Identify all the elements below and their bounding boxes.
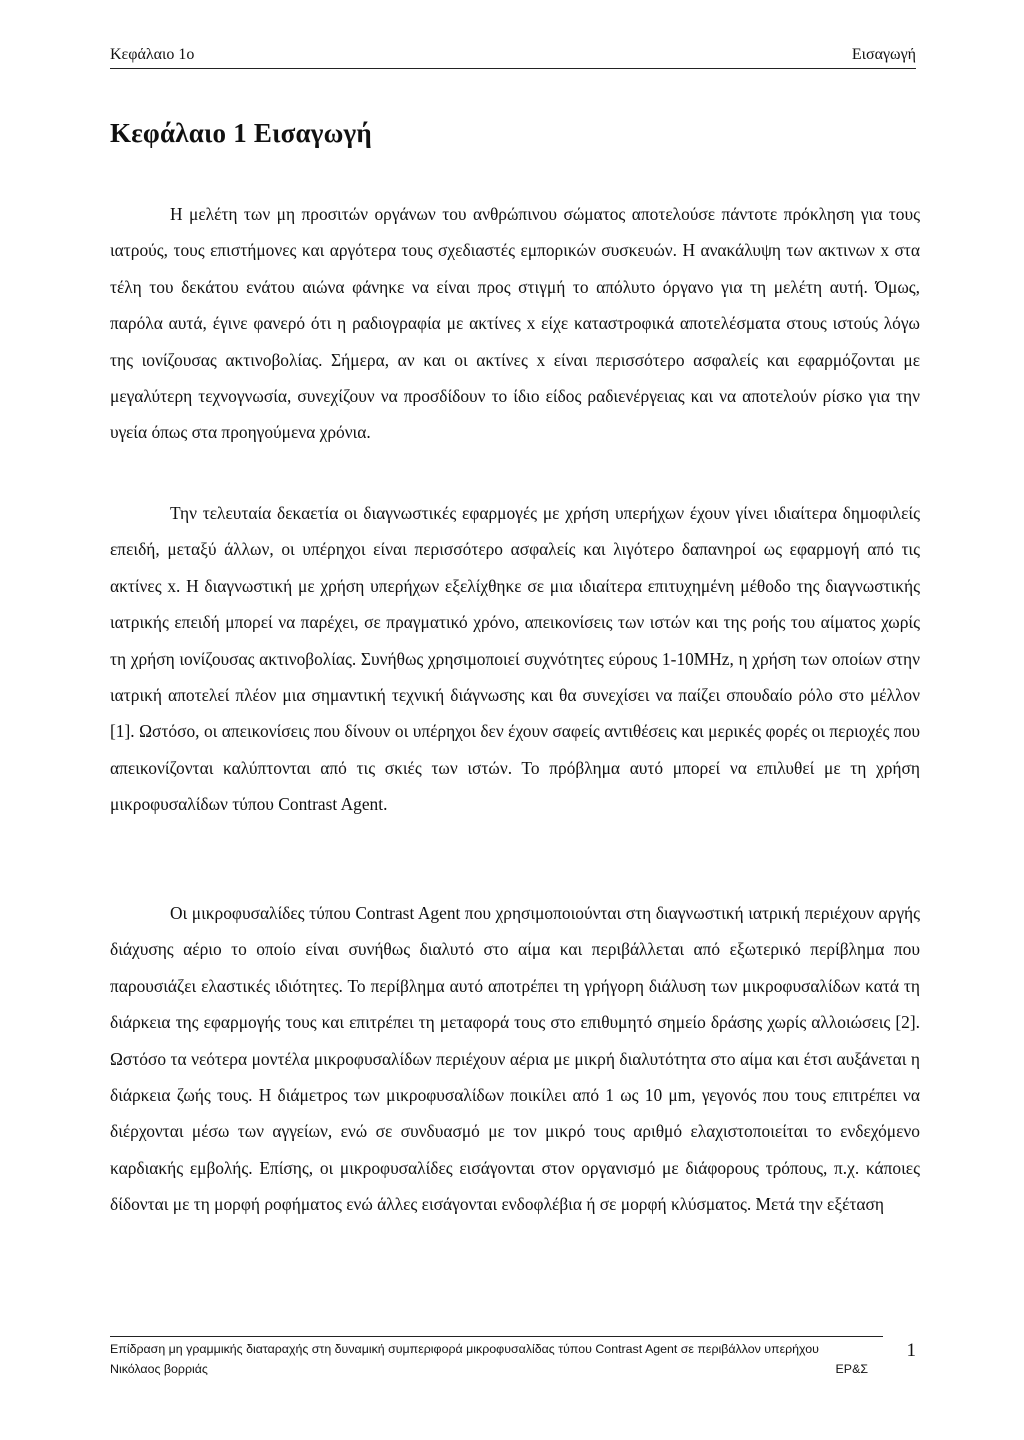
paragraph-3: Οι μικροφυσαλίδες τύπου Contrast Agent που χρησιμοποιούνται στη διαγνωστική ιατρική περιέχουν αργής διάχυσης αέριο το οποίο είναι συνήθως διαλυτό στο αίμα και περιβάλλεται από εξωτερικό περίβλημα που παρουσιάζει ελαστικές ιδιότητες. Το περίβλημα αυτό αποτρέπει τη γρήγορη διάλυση των μικροφυσαλίδων κατά τη διάρκεια της εφαρμογής τους και επιτρέπει τη μεταφορά τους στο επιθυμητό σημείο δράσης χωρίς αλλοιώσεις [2]. Ωστόσο τα νεότερα μοντέλα μικροφυσαλίδων περιέχουν αέρια με μικρή διαλυτότητα στο αίμα και έτσι αυξάνεται η διάρκεια ζωής τους. Η διάμετρος των μικροφυσαλίδων ποικίλει από 1 ως 10 μm, γεγονός που τους επιτρέπει να διέρχονται μέσω των αγγείων, ενώ σε συνδυασμό με τον μικρό τους αριθμό ελαχιστοποιείται το ενδεχόμενο καρδιακής εμβολής. Επίσης, οι μικροφυσαλίδες εισάγονται στον οργανισμό με διάφορους τρόπους, π.χ. κάποιες δίδονται με τη μορφή ροφήματος ενώ άλλες εισάγονται ενδοφλέβια ή σε μορφή κλύσματος. Μετά την εξέταση [110, 903, 920, 1215]
header-chapter: Κεφάλαιο 1ο [110, 46, 195, 63]
paragraph-1: Η μελέτη των μη προσιτών οργάνων του ανθρώπινου σώματος αποτελούσε πάντοτε πρόκληση για τους ιατρούς, τους επιστήμονες και αργότερα τους σχεδιαστές εμπορικών συσκευών. Η ανακάλυψη των ακτινων x στα τέλη του δεκάτου ενάτου αιώνα φάνηκε να είναι προς στιγμή το απόλυτο όργανο για τη μελέτη αυτή. Όμως, παρόλα αυτά, έγινε φανερό ότι η ραδιογραφία με ακτίνες x είχε καταστροφικά αποτελέσματα στους ιστούς λόγω της ιονίζουσας ακτινοβολίας. Σήμερα, αν και οι ακτίνες x είναι περισσότερο ασφαλείς και εφαρμόζονται με μεγαλύτερη τεχνογνωσία, συνεχίζουν να προσδίδουν το ίδιο είδος ραδιενέργειας και να αποτελούν ρίσκο για την υγεία όπως στα προηγούμενα χρόνια. [110, 204, 920, 443]
footer-author: Νικόλαος βορριάς [110, 1362, 208, 1376]
page-number: 1 [906, 1340, 916, 1361]
running-header [110, 44, 916, 69]
chapter-title: Κεφάλαιο 1 Εισαγωγή [110, 118, 372, 148]
footer-thesis-title: Επίδραση μη γραμμικής διαταραχής στη δυναμική συμπεριφορά μικροφυσαλίδας τύπου Contrast Agent σε περιβάλλον υπερήχου [110, 1342, 819, 1356]
footer-rule [110, 1336, 883, 1337]
page-footer [110, 1342, 916, 1388]
header-section: Εισαγωγή [851, 46, 916, 63]
paragraph-2: Την τελευταία δεκαετία οι διαγνωστικές εφαρμογές με χρήση υπερήχων έχουν γίνει ιδιαίτερα δημοφιλείς επειδή, μεταξύ άλλων, οι υπέρηχοι είναι περισσότερο ασφαλείς και λιγότερο δαπανηροί ως εφαρμογή από τις ακτίνες x. Η διαγνωστική με χρήση υπερήχων εξελίχθηκε σε μια ιδιαίτερα επιτυχημένη μέθοδο της διαγνωστικής ιατρικής επειδή μπορεί να παρέχει, σε πραγματικό χρόνο, απεικονίσεις των ιστών και της ροής του αίματος χωρίς τη χρήση ιονίζουσας ακτινοβολίας. Συνήθως χρησιμοποιεί συχνότητες εύρους 1-10MHz, η χρήση των οποίων στην ιατρική αποτελεί πλέον μια σημαντική τεχνική διάγνωσης και θα συνεχίσει να παίζει σπουδαίο ρόλο στο μέλλον [1]. Ωστόσο, οι απεικονίσεις που δίνουν οι υπέρηχοι δεν έχουν σαφείς αντιθέσεις και μερικές φορές οι περιοχές που απεικονίζονται καλύπτονται από τις σκιές των ιστών. Το πρόβλημα αυτό μπορεί να επιλυθεί με τη χρήση μικροφυσαλίδων τύπου Contrast Agent. [110, 503, 920, 815]
footer-organization: ΕΡ&Σ [835, 1362, 868, 1376]
